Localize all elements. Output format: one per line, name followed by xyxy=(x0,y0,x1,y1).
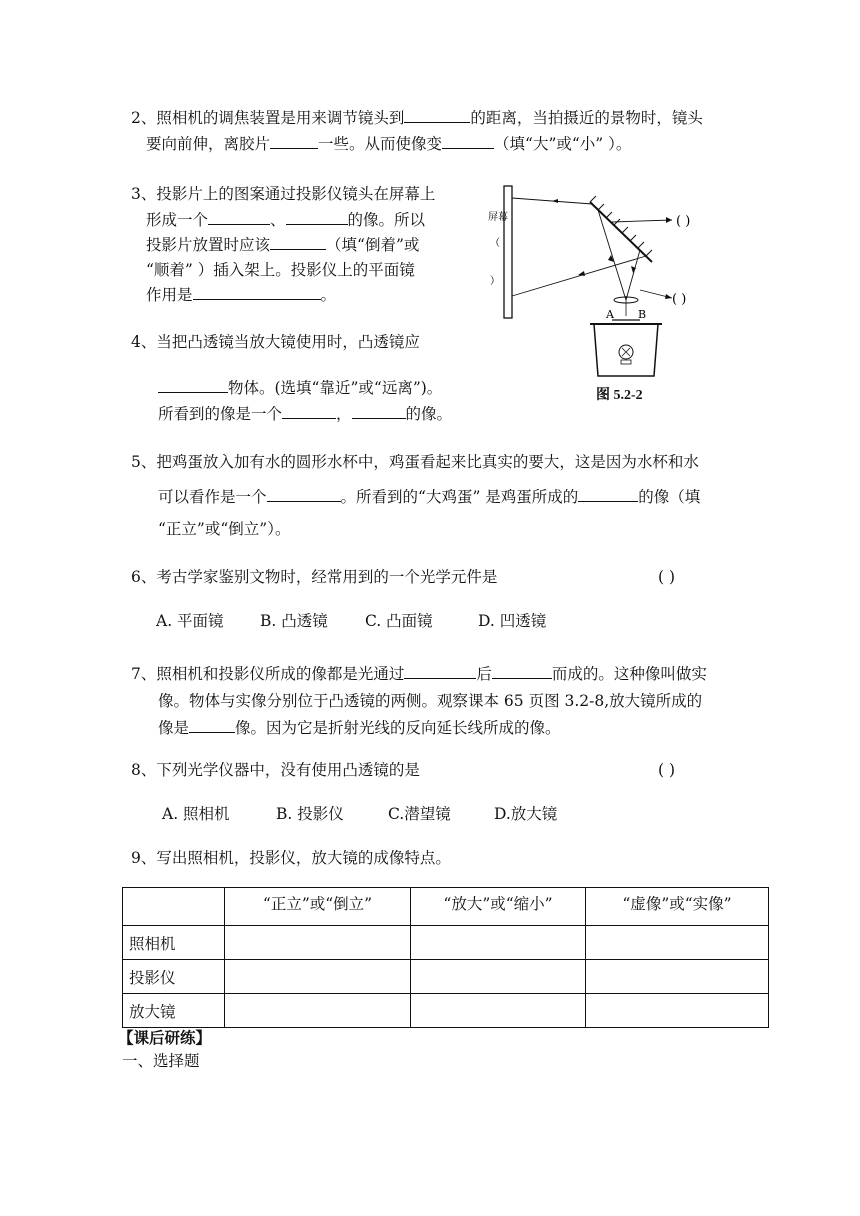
q8-option-b[interactable]: B. 投影仪 xyxy=(276,805,344,823)
q6-question xyxy=(131,566,497,588)
q8-text: 8、下列光学仪器中，没有使用凸透镜的是 xyxy=(131,761,420,779)
q6-answer-paren[interactable]: ( ) xyxy=(658,568,676,586)
q4-line2 xyxy=(158,377,442,399)
plane-mirror xyxy=(590,202,652,262)
q5-text-3: “正立”或“倒立”）。 xyxy=(158,520,291,538)
table-header-row xyxy=(123,888,769,926)
projector-diagram xyxy=(480,180,760,410)
q9-question xyxy=(131,847,451,869)
q3-text-3a: 投影片放置时应该 xyxy=(146,236,271,254)
answer-blank[interactable] xyxy=(270,234,326,250)
q6-option-a[interactable]: A. 平面镜 xyxy=(156,612,224,630)
q8-option-a[interactable]: A. 照相机 xyxy=(162,805,230,823)
answer-cell[interactable] xyxy=(411,926,586,960)
screen-board xyxy=(504,186,512,318)
screen-paren-open: （ xyxy=(490,238,500,249)
q2-text-e: （填“大”或“小” ）。 xyxy=(494,135,632,153)
q2-text-d: 一些。从而使像变 xyxy=(318,135,443,153)
table-header-cell: “放大”或“缩小” xyxy=(411,888,586,926)
q3-line4 xyxy=(146,259,415,281)
q3-line3 xyxy=(146,234,419,256)
q8-option-d[interactable]: D.放大镜 xyxy=(494,805,558,823)
q3-text-2b: 、 xyxy=(270,211,286,229)
imaging-characteristics-table xyxy=(122,887,769,1028)
ray-arrows xyxy=(552,199,672,299)
q2-text-b: 的距离，当拍摄近的景物时，镜头 xyxy=(470,109,703,127)
q5-line3 xyxy=(158,518,290,540)
q4-line3 xyxy=(158,403,452,425)
answer-blank[interactable] xyxy=(193,284,321,300)
q7-text-1c: 而成的。这种像叫做实 xyxy=(551,665,707,683)
q7-text-3b: 像。因为它是折射光线的反向延长线所成的像。 xyxy=(235,719,561,737)
answer-blank[interactable] xyxy=(352,403,406,419)
q7-text-1b: 后 xyxy=(476,665,492,683)
label-b: B xyxy=(638,308,647,321)
answer-blank[interactable] xyxy=(270,133,318,149)
q3-text-2a: 形成一个 xyxy=(146,211,209,229)
q4-line1 xyxy=(131,331,420,353)
figure-caption: 图 5.2-2 xyxy=(596,388,643,403)
row-label: 照相机 xyxy=(123,926,225,960)
table-header-cell xyxy=(123,888,225,926)
q3-text-1: 3、投影片上的图案通过投影仪镜头在屏幕上 xyxy=(131,185,436,203)
mirror-hatching xyxy=(590,196,652,256)
q7-line3 xyxy=(158,717,561,739)
answer-blank[interactable] xyxy=(442,133,494,149)
label-a: A xyxy=(606,308,614,321)
answer-cell[interactable] xyxy=(411,994,586,1028)
row-label: 放大镜 xyxy=(123,994,225,1028)
q5-text-2c: 的像（填 xyxy=(638,488,701,506)
screen-label-char-1: 屏幕 xyxy=(488,212,508,223)
q4-text-1: 4、当把凸透镜当放大镜使用时，凸透镜应 xyxy=(131,333,420,351)
answer-cell[interactable] xyxy=(586,926,769,960)
table-row xyxy=(123,994,769,1028)
q3-text-4: “顺着” ）插入架上。投影仪上的平面镜 xyxy=(146,261,415,279)
answer-cell[interactable] xyxy=(225,960,411,994)
q2-line2 xyxy=(146,133,631,155)
q2-line1 xyxy=(131,107,703,129)
q8-question xyxy=(131,759,420,781)
answer-paren-top[interactable]: ( ) xyxy=(676,214,691,229)
q6-option-b[interactable]: B. 凸透镜 xyxy=(260,612,328,630)
answer-blank[interactable] xyxy=(578,486,638,502)
q4-text-3c: 的像。 xyxy=(405,405,453,423)
q3-text-5a: 作用是 xyxy=(146,286,193,304)
q6-option-d[interactable]: D. 凹透镜 xyxy=(478,612,547,630)
answer-blank[interactable] xyxy=(267,486,341,502)
q2-text-a: 2、照相机的调焦装置是用来调节镜头到 xyxy=(131,109,405,127)
answer-cell[interactable] xyxy=(586,994,769,1028)
table-row xyxy=(123,960,769,994)
light-rays xyxy=(512,198,672,300)
q7-line2 xyxy=(158,690,702,712)
projector-diagram-svg xyxy=(480,180,760,410)
q5-text-2b: 。所看到的“大鸡蛋” 是鸡蛋所成的 xyxy=(340,488,579,506)
answer-blank[interactable] xyxy=(158,377,228,393)
answer-blank[interactable] xyxy=(208,209,270,225)
q6-text: 6、考古学家鉴别文物时，经常用到的一个光学元件是 xyxy=(131,568,498,586)
answer-cell[interactable] xyxy=(225,994,411,1028)
q7-text-2: 像。物体与实像分别位于凸透镜的两侧。观察课本 65 页图 3.2-8,放大镜所成的 xyxy=(158,692,703,710)
q4-text-2: 物体。(选填“靠近”或“远离”)。 xyxy=(228,379,443,397)
table-row xyxy=(123,926,769,960)
q5-text-1: 5、把鸡蛋放入加有水的圆形水杯中，鸡蛋看起来比真实的要大，这是因为水杯和水 xyxy=(131,453,699,471)
q8-answer-paren[interactable]: ( ) xyxy=(658,761,676,779)
section-subtitle: 一、选择题 xyxy=(122,1052,200,1070)
answer-cell[interactable] xyxy=(411,960,586,994)
q3-line5 xyxy=(146,284,336,306)
table-header-cell: “虚像”或“实像” xyxy=(586,888,769,926)
q7-line1 xyxy=(131,663,707,685)
q2-text-c: 要向前伸，离胶片 xyxy=(146,135,271,153)
q7-text-3a: 像是 xyxy=(158,719,190,737)
q3-text-2c: 的像。所以 xyxy=(347,211,426,229)
answer-blank[interactable] xyxy=(189,717,235,733)
answer-blank[interactable] xyxy=(492,663,552,679)
answer-cell[interactable] xyxy=(225,926,411,960)
screen-paren-close: ） xyxy=(490,276,500,287)
q3-line1 xyxy=(131,183,435,205)
q3-text-3b: （填“倒着”或 xyxy=(326,236,420,254)
q5-line2 xyxy=(158,486,700,508)
q3-text-5b: 。 xyxy=(320,286,337,304)
answer-blank[interactable] xyxy=(282,403,336,419)
row-label: 投影仪 xyxy=(123,960,225,994)
table-header-cell: “正立”或“倒立” xyxy=(225,888,411,926)
answer-cell[interactable] xyxy=(586,960,769,994)
q5-text-2a: 可以看作是一个 xyxy=(158,488,267,506)
answer-blank[interactable] xyxy=(404,663,476,679)
answer-blank[interactable] xyxy=(404,107,470,123)
q6-option-c[interactable]: C. 凸面镜 xyxy=(365,612,433,630)
q4-text-3b: ， xyxy=(336,405,352,423)
q5-line1 xyxy=(131,451,699,473)
q3-line2 xyxy=(146,209,425,231)
section-title: 【课后研练】 xyxy=(118,1028,212,1047)
q7-text-1a: 7、照相机和投影仪所成的像都是光通过 xyxy=(131,665,405,683)
q4-text-3a: 所看到的像是一个 xyxy=(158,405,283,423)
answer-paren-bottom[interactable]: ( ) xyxy=(672,292,687,307)
q9-text: 9、写出照相机，投影仪，放大镜的成像特点。 xyxy=(131,849,451,867)
q8-option-c[interactable]: C.潜望镜 xyxy=(388,805,451,823)
answer-blank[interactable] xyxy=(286,209,348,225)
